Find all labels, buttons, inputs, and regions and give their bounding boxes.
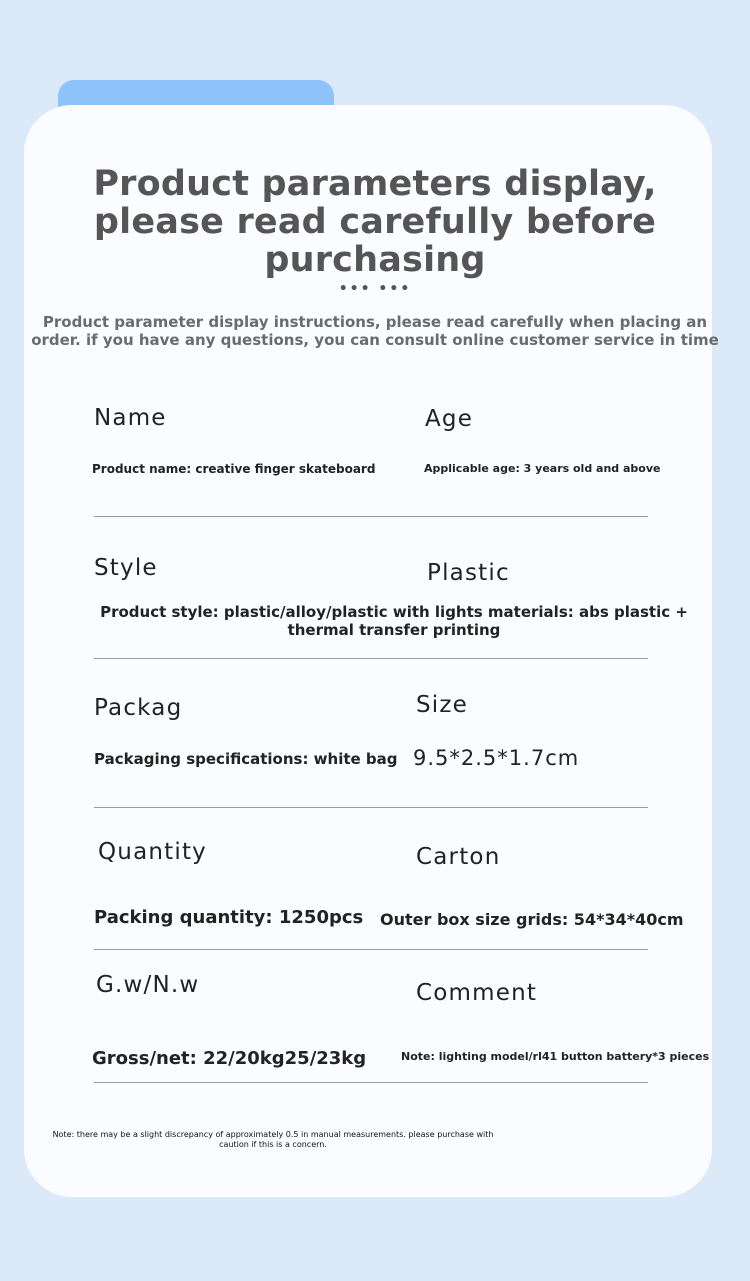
title-line: purchasing [264, 240, 486, 280]
divider [94, 516, 648, 517]
subtitle-line: Product parameter display instructions, please read carefully when placing an [42, 313, 708, 331]
plastic-heading: Plastic [427, 560, 510, 586]
name-heading: Name [94, 405, 167, 431]
carton-value: Outer box size grids: 54*34*40cm [380, 910, 684, 929]
subtitle-line: order. if you have any questions, you can consult online customer service in time [31, 331, 719, 349]
age-value: Applicable age: 3 years old and above [424, 462, 661, 475]
quantity-heading: Quantity [98, 839, 207, 865]
quantity-value: Packing quantity: 1250pcs [94, 907, 364, 928]
age-heading: Age [425, 406, 474, 432]
page-subtitle [0, 313, 750, 349]
name-value: Product name: creative finger skateboard [92, 462, 376, 476]
page-title [0, 165, 750, 279]
size-value: 9.5*2.5*1.7cm [413, 746, 580, 770]
style-value [94, 603, 694, 639]
size-heading: Size [416, 692, 469, 718]
style-heading: Style [94, 555, 158, 581]
title-line: Product parameters display, [93, 164, 657, 204]
style-value-line: Product style: plastic/alloy/plastic with lights materials: abs plastic + [100, 603, 688, 621]
comment-value: Note: lighting model/rl41 button battery*3 pieces [401, 1050, 710, 1063]
title-line: please read carefully before [93, 202, 657, 242]
dots-divider: ••• ••• [338, 281, 412, 297]
divider [94, 807, 648, 808]
note-line: Note: there may be a slight discrepancy of approximately 0.5 in manual measurements. please purchase with [52, 1130, 494, 1139]
gw-value: Gross/net: 22/20kg25/23kg [92, 1048, 367, 1069]
packag-value: Packaging specifications: white bag [94, 750, 398, 768]
measurement-note [32, 1130, 514, 1150]
divider [94, 1082, 648, 1083]
divider [94, 949, 648, 950]
comment-heading: Comment [416, 980, 538, 1006]
note-line: caution if this is a concern. [219, 1140, 327, 1149]
divider [94, 658, 648, 659]
packag-heading: Packag [94, 695, 183, 721]
carton-heading: Carton [416, 844, 501, 870]
gw-heading: G.w/N.w [96, 972, 200, 998]
style-value-line: thermal transfer printing [287, 621, 501, 639]
